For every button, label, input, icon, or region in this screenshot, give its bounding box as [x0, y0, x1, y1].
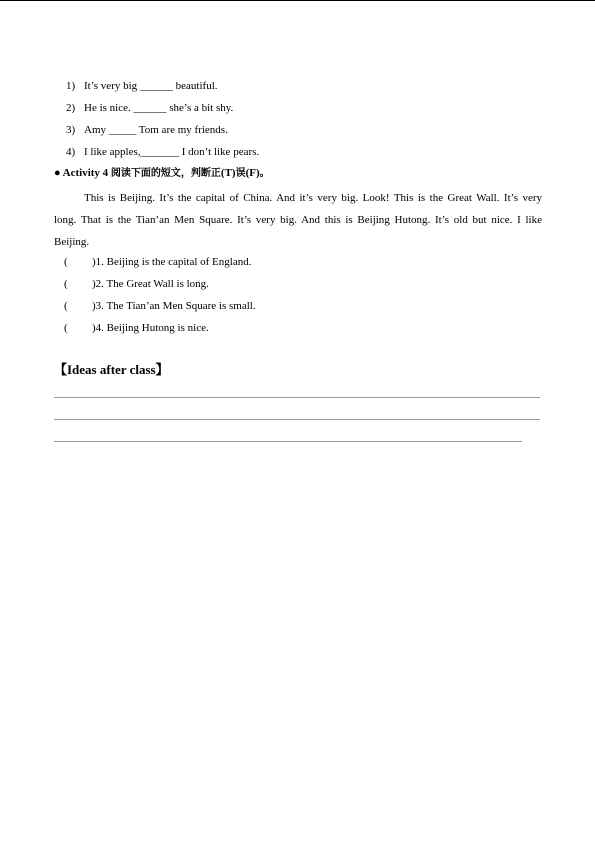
fill-blank-item-1: [66, 79, 218, 93]
judgment-text: )3. The Tian’an Men Square is small.: [92, 300, 256, 312]
instruction-period: 。: [259, 168, 270, 179]
item-text: I like apples,_______ I don’t like pears.: [84, 146, 260, 158]
activity-label: Activity 4: [62, 167, 111, 179]
item-text: It’s very big ______ beautiful.: [84, 80, 218, 92]
item-number: 2): [66, 102, 76, 114]
wrong-word: 误: [235, 168, 246, 179]
top-border-line: [0, 0, 595, 1]
judgment-text: )4. Beijing Hutong is nice.: [92, 322, 209, 334]
bullet-icon: ●: [54, 167, 61, 179]
fill-blank-item-3: [66, 123, 228, 137]
answer-bracket: (: [64, 322, 68, 334]
reading-passage: This is Beijing. It’s the capital of China. And it’s very big. Look! This is the Great Wall. It’s very long. That is the Tian’an Men Square. It’s very big. And this is Beijing Hutong. It’s old but nice. I like Beijing.: [54, 192, 542, 248]
writing-line-3[interactable]: [54, 441, 522, 442]
answer-bracket: (: [64, 256, 68, 268]
false-mark: (F): [245, 167, 260, 179]
writing-line-2[interactable]: [54, 419, 540, 420]
item-number: 4): [66, 146, 76, 158]
judgment-item-1: [64, 255, 251, 269]
answer-bracket: (: [64, 300, 68, 312]
judgment-item-2: [64, 277, 209, 291]
fill-blank-item-2: [66, 101, 233, 115]
judgment-text: )2. The Great Wall is long.: [92, 278, 209, 290]
item-number: 3): [66, 124, 76, 136]
true-mark: (T): [220, 167, 236, 179]
ideas-after-class-title: 【Ideas after class】: [54, 362, 169, 377]
activity-instruction: 阅读下面的短文，判断正: [110, 168, 221, 179]
item-number: 1): [66, 80, 76, 92]
answer-bracket: (: [64, 278, 68, 290]
activity-4-heading: [54, 166, 270, 181]
judgment-item-4: [64, 321, 209, 335]
writing-line-1[interactable]: [54, 397, 540, 398]
item-text: Amy _____ Tom are my friends.: [84, 124, 228, 136]
judgment-text: )1. Beijing is the capital of England.: [92, 256, 252, 268]
fill-blank-item-4: [66, 145, 259, 159]
item-text: He is nice. ______ she’s a bit shy.: [84, 102, 234, 114]
judgment-item-3: [64, 299, 256, 313]
